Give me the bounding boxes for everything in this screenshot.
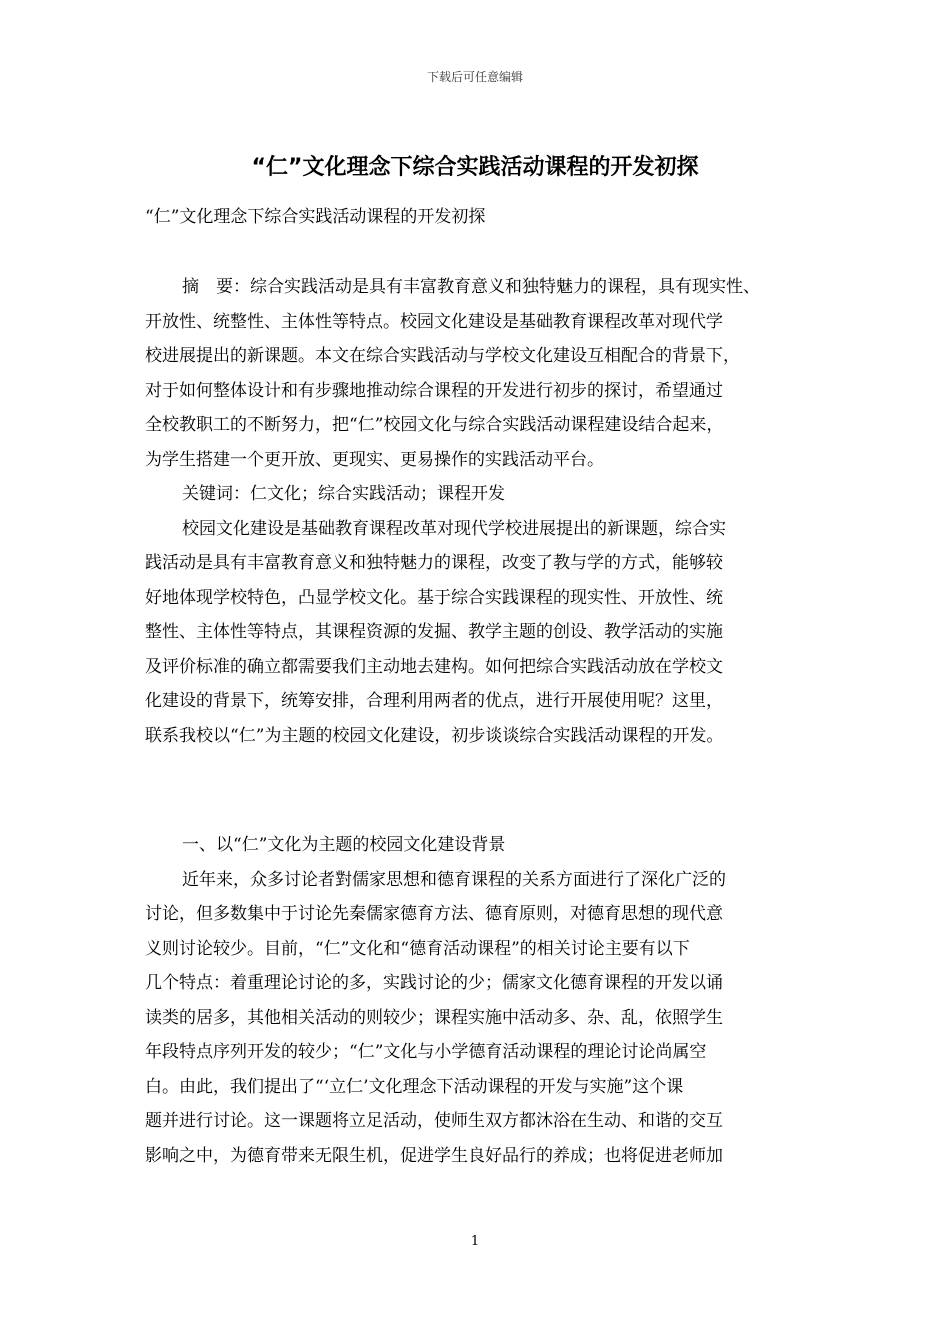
abstract-line: 全校教职工的不断努力，把“仁”校园文化与综合实践活动课程建设结合起来，: [145, 415, 724, 435]
abstract-line: 对于如何整体设计和有步骤地推动综合课程的开发进行初步的探讨，希望通过: [145, 380, 723, 401]
section-line: 题并进行讨论。这一课题将立足活动，使师生双方都沐浴在生动、和谐的交互: [145, 1111, 723, 1131]
section-line: 近年来，众多讨论者對儒家思想和德育课程的关系方面进行了深化广泛的: [182, 869, 726, 890]
section-heading: 一、以“仁”文化为主题的校园文化建设背景: [182, 835, 506, 855]
abstract-line: 开放性、统整性、主体性等特点。校园文化建设是基础教育课程改革对现代学: [145, 311, 723, 332]
intro-line: 化建设的背景下，统筹安排，合理利用两者的优点，进行开展使用呢？这里，: [145, 691, 723, 711]
abstract-line: 为学生搭建一个更开放、更现实、更易操作的实践活动平台。: [145, 449, 604, 470]
document-subtitle: “仁”文化理念下综合实践活动课程的开发初探: [145, 207, 486, 227]
section-line: 几个特点：着重理论讨论的多，实践讨论的少；儒家文化德育课程的开发以诵: [145, 973, 723, 993]
section-1: [145, 828, 825, 1173]
intro-line: 践活动是具有丰富教育意义和独特魅力的课程，改变了教与学的方式，能够较: [145, 553, 723, 573]
section-line: 讨论，但多数集中于讨论先秦儒家德育方法、德育原则，对德育思想的现代意: [145, 904, 723, 924]
intro-line: 校园文化建设是基础教育课程改革对现代学校进展提出的新课题，综合实: [182, 518, 726, 539]
abstract-paragraph: [145, 270, 825, 753]
page-number: 1: [470, 1234, 480, 1249]
header-note: 下载后可任意编辑: [426, 70, 523, 84]
section-line: 年段特点序列开发的较少；“仁”文化与小学德育活动课程的理论讨论尚属空: [145, 1042, 707, 1062]
section-line: 义则讨论较少。目前，“仁”文化和“德育活动课程”的相关讨论主要有以下: [145, 938, 690, 959]
intro-line: 整性、主体性等特点，其课程资源的发掘、教学主题的创设、教学活动的实施: [145, 622, 723, 642]
keywords-line: 关键词：仁文化；综合实践活动；课程开发: [182, 484, 505, 504]
section-line: 白。由此，我们提出了“‘立仁’文化理念下活动课程的开发与实施”这个课: [145, 1076, 684, 1097]
section-line: 影响之中，为德育带来无限生机，促进学生良好品行的养成；也将促进老师加: [145, 1145, 723, 1166]
section-line: 读类的居多，其他相关活动的则较少；课程实施中活动多、杂、乱，依照学生: [145, 1007, 723, 1028]
document-title: “仁”文化理念下综合实践活动课程的开发初探: [251, 155, 699, 180]
intro-line: 联系我校以“仁”为主题的校园文化建设，初步谈谈综合实践活动课程的开发。: [145, 725, 724, 746]
abstract-line: 摘 要：综合实践活动是具有丰富教育意义和独特魅力的课程，具有现实性、: [182, 277, 760, 297]
abstract-line: 校进展提出的新课题。本文在综合实践活动与学校文化建设互相配合的背景下，: [145, 346, 740, 366]
intro-line: 及评价标准的确立都需要我们主动地去建构。如何把综合实践活动放在学校文: [145, 656, 723, 677]
intro-line: 好地体现学校特色，凸显学校文化。基于综合实践课程的现实性、开放性、统: [145, 587, 723, 608]
